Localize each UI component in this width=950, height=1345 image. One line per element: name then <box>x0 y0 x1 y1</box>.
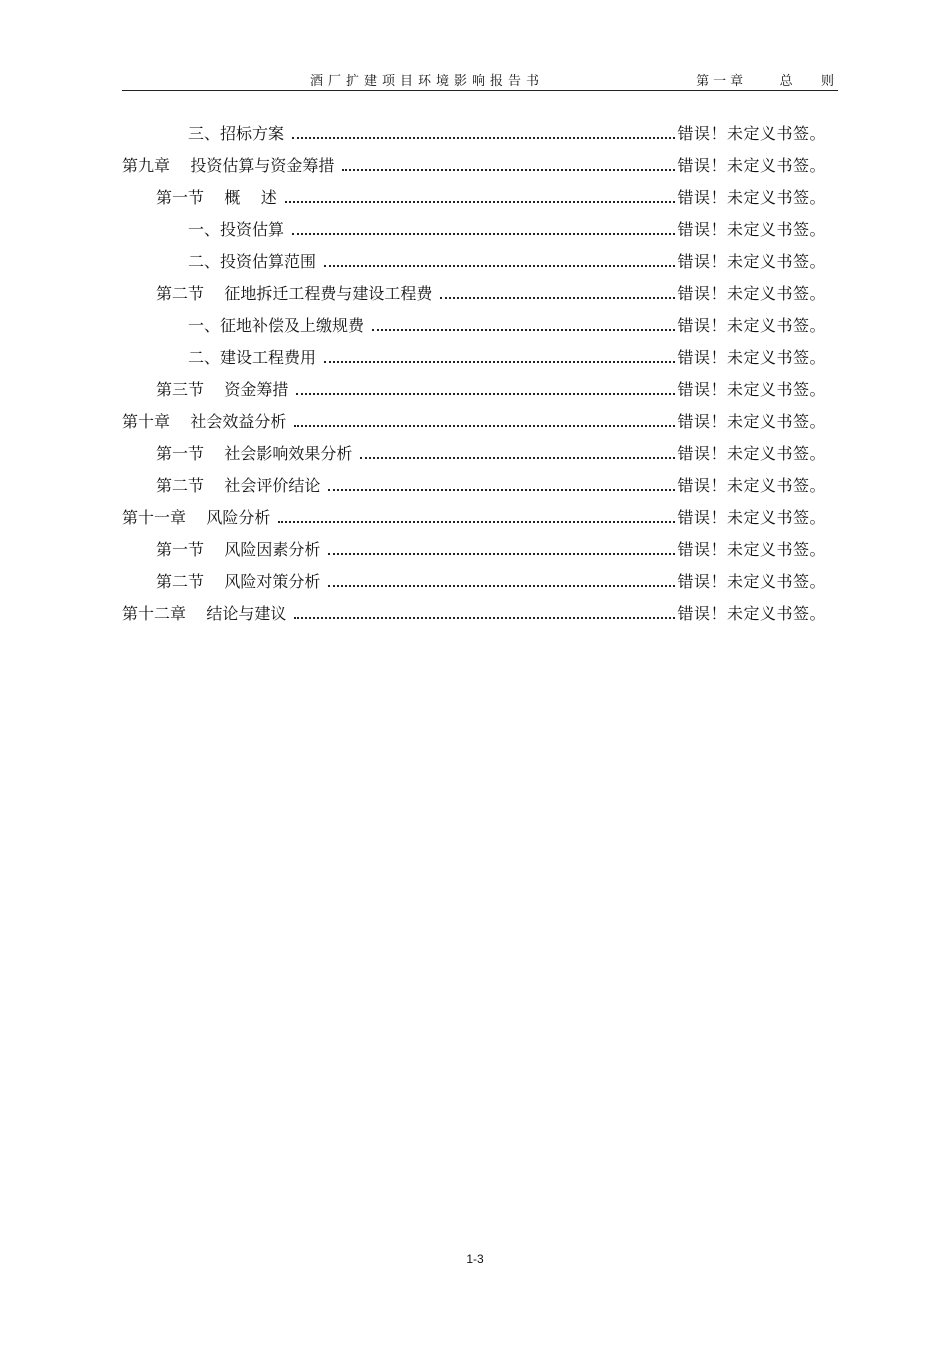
toc-dot-leader <box>440 297 675 299</box>
toc-entry[interactable] <box>188 340 826 372</box>
toc-entry-label: 第十一章 风险分析 <box>122 507 271 527</box>
toc-entry-label: 第九章 投资估算与资金筹措 <box>122 155 335 175</box>
toc-dot-leader <box>324 361 675 363</box>
toc-entry-page: 错误！未定义书签。 <box>677 155 826 175</box>
toc-entry[interactable] <box>122 404 826 436</box>
toc-entry-label: 第一节 风险因素分析 <box>156 539 321 559</box>
toc-dot-leader <box>292 233 675 235</box>
toc-dot-leader <box>328 585 675 587</box>
toc-entry[interactable] <box>122 500 826 532</box>
toc-entry[interactable] <box>122 148 826 180</box>
toc-entry[interactable] <box>156 180 826 212</box>
toc-dot-leader <box>285 201 676 203</box>
toc-dot-leader <box>342 169 675 171</box>
toc-dot-leader <box>328 553 675 555</box>
toc-entry-page: 错误！未定义书签。 <box>677 219 826 239</box>
toc-dot-leader <box>324 265 675 267</box>
toc-entry[interactable] <box>188 244 826 276</box>
toc-entry-page: 错误！未定义书签。 <box>677 379 826 399</box>
toc-dot-leader <box>372 329 675 331</box>
toc-entry-label: 第二节 征地拆迁工程费与建设工程费 <box>156 283 433 303</box>
toc-entry-page: 错误！未定义书签。 <box>677 251 826 271</box>
toc-entry[interactable] <box>188 212 826 244</box>
toc-entry[interactable] <box>156 276 826 308</box>
toc-entry-page: 错误！未定义书签。 <box>677 539 826 559</box>
toc-entry[interactable] <box>156 468 826 500</box>
chapter-title: 第一章 总 则 <box>696 74 838 89</box>
toc-entry-page: 错误！未定义书签。 <box>677 571 826 591</box>
toc-dot-leader <box>278 521 675 523</box>
toc-entry-label: 一、征地补偿及上缴规费 <box>188 315 365 335</box>
toc-entry-label: 第十章 社会效益分析 <box>122 411 287 431</box>
toc-entry-label: 第二节 社会评价结论 <box>156 475 321 495</box>
toc-entry[interactable] <box>156 564 826 596</box>
toc-entry-label: 第三节 资金筹措 <box>156 379 289 399</box>
toc-dot-leader <box>296 393 675 395</box>
toc-entry[interactable] <box>156 372 826 404</box>
toc-entry-label: 二、投资估算范围 <box>188 251 317 271</box>
toc-entry-label: 二、建设工程费用 <box>188 347 317 367</box>
toc-entry-label: 第十二章 结论与建议 <box>122 603 287 623</box>
page-number: 1-3 <box>466 1252 484 1266</box>
toc-entry[interactable] <box>188 308 826 340</box>
toc-entry-page: 错误！未定义书签。 <box>677 507 826 527</box>
toc-entry-page: 错误！未定义书签。 <box>677 475 826 495</box>
toc-entry-page: 错误！未定义书签。 <box>677 603 826 623</box>
toc-entry-page: 错误！未定义书签。 <box>677 443 826 463</box>
toc-dot-leader <box>360 457 675 459</box>
toc-entry-page: 错误！未定义书签。 <box>677 315 826 335</box>
toc-entry-page: 错误！未定义书签。 <box>677 187 826 207</box>
toc-dot-leader <box>294 617 675 619</box>
toc-entry-label: 第二节 风险对策分析 <box>156 571 321 591</box>
toc-entry-page: 错误！未定义书签。 <box>677 411 826 431</box>
toc-entry[interactable] <box>188 116 826 148</box>
toc-entry[interactable] <box>122 596 826 628</box>
toc-entry[interactable] <box>156 436 826 468</box>
document-title: 酒厂扩建项目环境影响报告书 <box>310 74 545 89</box>
toc-entry-label: 三、招标方案 <box>188 123 285 143</box>
toc-dot-leader <box>328 489 675 491</box>
toc-entry-label: 一、投资估算 <box>188 219 285 239</box>
toc-entry-label: 第一节 概 述 <box>156 187 277 207</box>
toc-entry-label: 第一节 社会影响效果分析 <box>156 443 353 463</box>
toc-entry-page: 错误！未定义书签。 <box>677 123 826 143</box>
toc-dot-leader <box>292 137 675 139</box>
toc-entry[interactable] <box>156 532 826 564</box>
toc-entry-page: 错误！未定义书签。 <box>677 283 826 303</box>
toc-dot-leader <box>294 425 675 427</box>
toc-entry-page: 错误！未定义书签。 <box>677 347 826 367</box>
page-header <box>122 66 838 91</box>
